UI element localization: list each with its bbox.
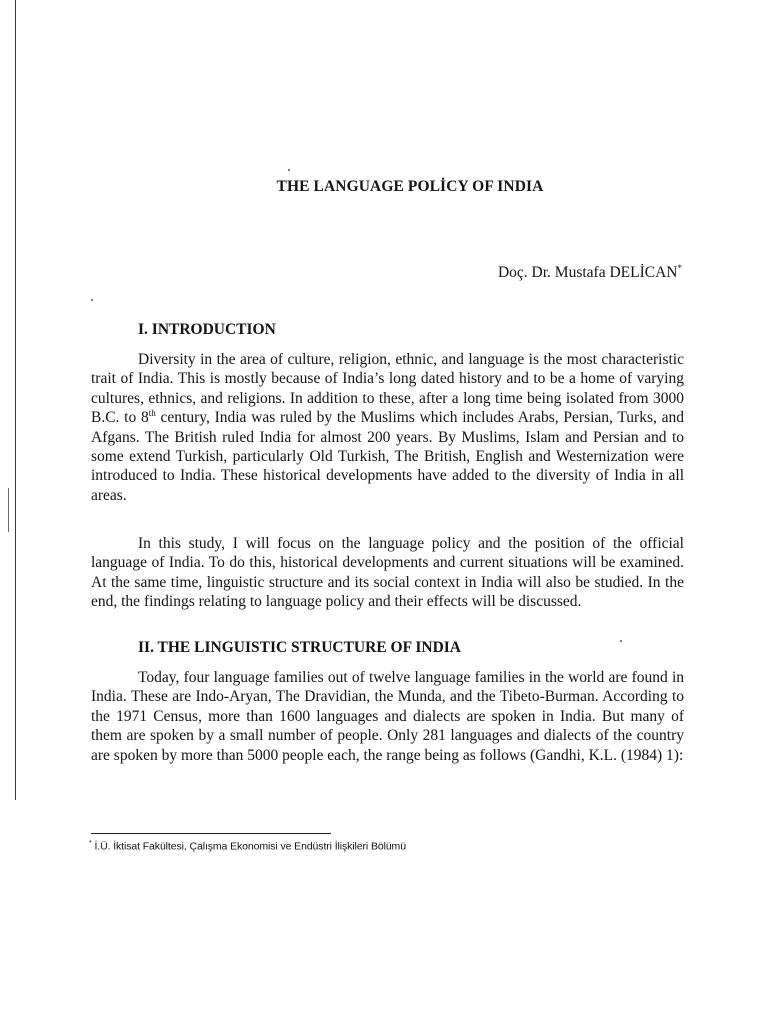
footnote-text: İ.Ü. İktisat Fakültesi, Çalışma Ekonomisi ve Endüstri İlişkileri Bölümü [91, 840, 406, 853]
intro-paragraph-2: In this study, I will focus on the language policy and the position of the official language of India. To do this, historical developments and current situations will be examined. At the same time, linguistic structure and its social context in India will also be studied. In the end, the findings relating to language policy and their effects will be discussed. [91, 535, 684, 611]
author-footnote-mark: * [677, 263, 682, 273]
section-heading-linguistic-structure: II. THE LINGUISTIC STRUCTURE OF INDIA [138, 639, 461, 656]
intro-paragraph-1 [91, 350, 684, 505]
scan-speck [620, 640, 622, 642]
superscript-th: th [148, 408, 156, 419]
scan-margin-line [15, 0, 16, 800]
scan-margin-mark [8, 488, 9, 532]
scan-speck [91, 299, 93, 301]
section-heading-introduction: I. INTRODUCTION [138, 321, 276, 338]
paragraph-text: century, India was ruled by the Muslims which includes Arabs, Persian, Turks, and Afgans. The British ruled India for almost 200 years. By Muslims, Islam and Persian and to some extend Turkish, particularly Old Turkish, The British, English and Westernization were introduced to India. These historical developments have added to the diversity of India in all areas. [91, 409, 685, 504]
footnote-separator [91, 833, 331, 834]
paragraph-text: Diversity in the area of culture, religion, ethnic, and language is the most characteristic trait of India. This is mostly because of India’s long dated history and to be a home of varying cultures, ethnics, and religions. In addition to these, after a long time being isolated from 3000 B.C. to 8 [91, 351, 684, 427]
author-line [498, 263, 682, 282]
footnote [89, 840, 406, 853]
document-title: THE LANGUAGE POLİCY OF INDIA [276, 178, 544, 195]
scan-speck [288, 169, 290, 171]
footnote-mark: * [89, 840, 92, 847]
linguistic-paragraph-1: Today, four language families out of twelve language families in the world are found in India. These are Indo-Aryan, The Dravidian, the Munda, and the Tibeto-Burman. According to the 1971 Census, more than 1600 languages and dialects are spoken in India. But many of them are spoken by a small number of people. Only 281 languages and dialects of the country are spoken by more than 5000 people each, the range being as follows (Gandhi, K.L. (1984) 1): [91, 669, 684, 764]
author-name: Doç. Dr. Mustafa DELİCAN [497, 264, 678, 282]
